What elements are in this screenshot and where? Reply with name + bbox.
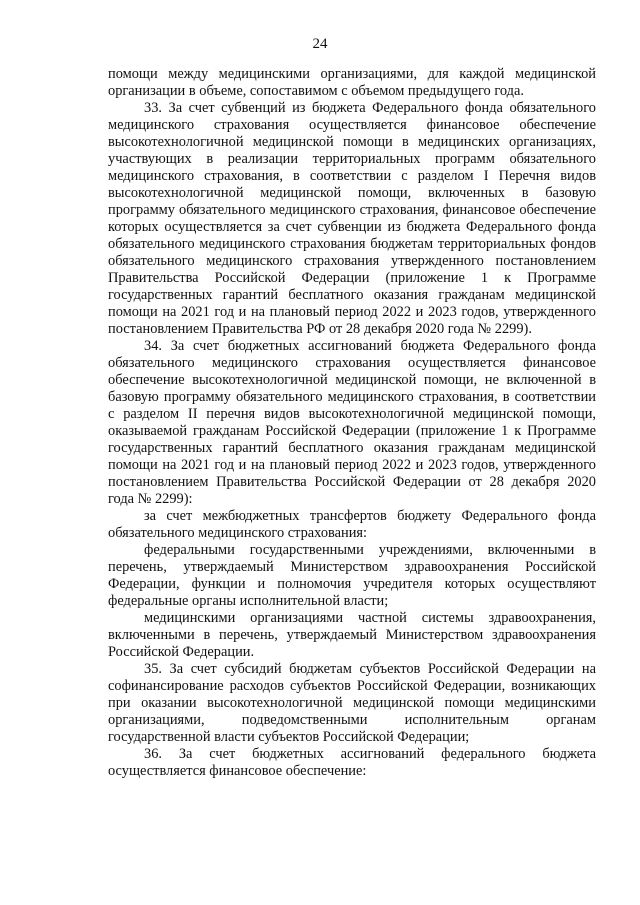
paragraph-34-private-organizations: медицинскими организациями частной системы здравоохранения, включенными в перечень, утверждаемый Министерством здравоохранения Российской Федерации. <box>108 610 596 660</box>
paragraph-36: 36. За счет бюджетных ассигнований федерального бюджета осуществляется финансовое обеспечение: <box>108 746 596 779</box>
paragraph-35: 35. За счет субсидий бюджетам субъектов Российской Федерации на софинансирование расходов субъектов Российской Федерации, возникающих при оказании высокотехнологичной медицинской помощи медицинскими организациями, подведомственными исполнительным органам государственной власти субъектов Российской Федерации; <box>108 661 596 745</box>
paragraph-continuation: помощи между медицинскими организациями, для каждой медицинской организации в объеме, сопоставимом с объемом предыдущего года. <box>108 66 596 99</box>
page-number: 24 <box>312 36 328 52</box>
paragraph-34-transfers: за счет межбюджетных трансфертов бюджету Федерального фонда обязательного медицинского страхования: <box>108 508 596 541</box>
paragraph-33: 33. За счет субвенций из бюджета Федерального фонда обязательного медицинского страхования осуществляется финансовое обеспечение высокотехнологичной медицинской помощи в медицинских организациях, участвующих в реализации территориальных программ обязательного медицинского страхования, в соответствии с разделом I Перечня видов высокотехнологичной медицинской помощи, включенных в базовую программу обязательного медицинского страхования, финансовое обеспечение которых осуществляется за счет субвенции из бюджета Федерального фонда обязательного медицинского страхования бюджетам территориальных фондов обязательного медицинского страхования утвержденного постановлением Правительства Российской Федерации (приложение 1 к Программе государственных гарантий бесплатного оказания гражданам медицинской помощи на 2021 год и на плановый период 2022 и 2023 годов, утвержденного постановлением Правительства РФ от 28 декабря 2020 года № 2299). <box>108 100 596 337</box>
paragraph-34: 34. За счет бюджетных ассигнований бюджета Федерального фонда обязательного медицинского страхования осуществляется финансовое обеспечение высокотехнологичной медицинской помощи, не включенной в базовую программу обязательного медицинского страхования, в соответствии с разделом II перечня видов высокотехнологичной медицинской помощи, оказываемой гражданам Российской Федерации (приложение 1 к Программе государственных гарантий бесплатного оказания гражданам медицинской помощи на 2021 год и на плановый период 2022 и 2023 годов, утвержденного постановлением Правительства Российской Федерации от 28 декабря 2020 года № 2299): <box>108 338 596 507</box>
paragraph-34-federal-institutions: федеральными государственными учреждениями, включенными в перечень, утверждаемый Министерством здравоохранения Российской Федерации, функции и полномочия учредителя которых осуществляют федеральные органы исполнительной власти; <box>108 542 596 609</box>
document-body <box>108 66 596 780</box>
